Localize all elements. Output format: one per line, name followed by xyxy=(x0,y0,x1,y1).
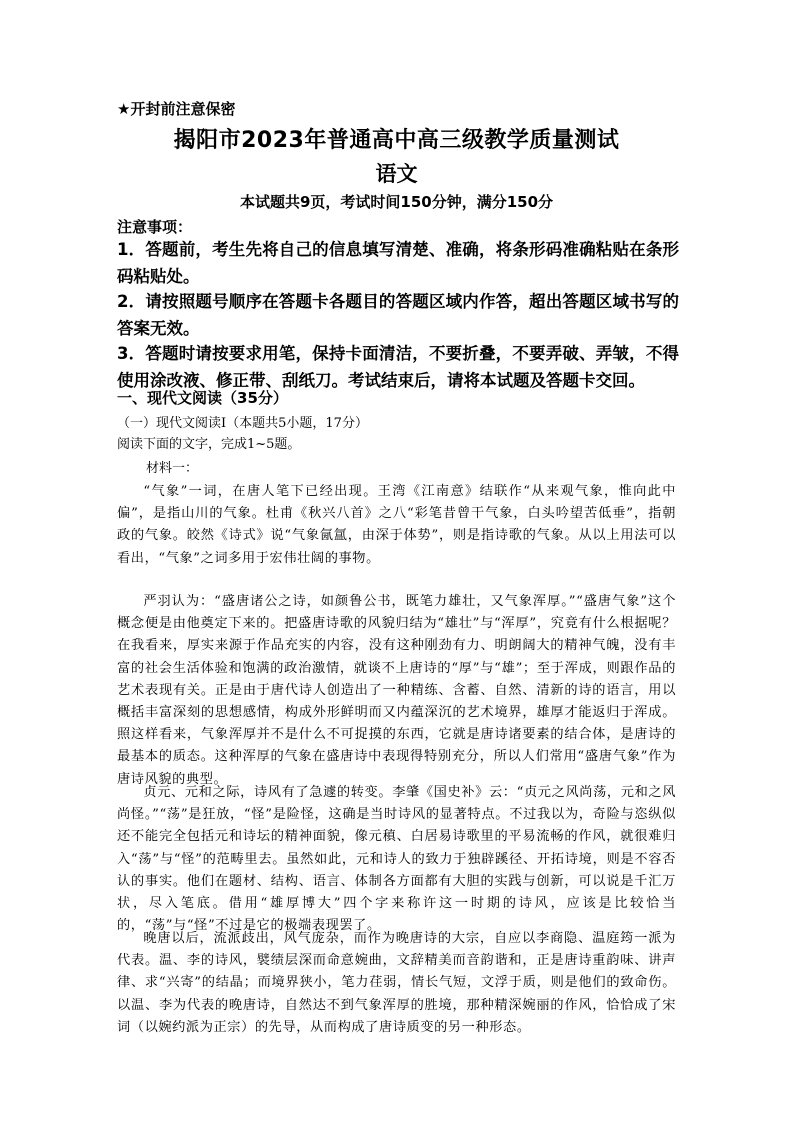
material-paragraph: 贞元、元和之际，诗风有了急遽的转变。李肇《国史补》云：“贞元之风尚荡，元和之风尚怪。”“荡”是狂放，“怪”是险怪，这确是当时诗风的显著特点。不过我以为，奇险与恣纵似还不能完全包括元和诗坛的精神面貌，像元稹、白居易诗歌里的平易流畅的作风，就很难归入“荡”与“怪”的范畴里去。虽然如此，元和诗人的致力于独辟蹊径、开拓诗境，则是不容否认的事实。他们在题材、结构、语言、体制各方面都有大胆的实践与创新，可以说是千汇万状，尽入笔底。借用“雄厚博大”四个字来称许这一时期的诗风，应该是比较恰当的，“荡”与“怪”不过是它的极端表现罢了。 xyxy=(117,785,676,934)
section-heading: 一、现代文阅读（35分） xyxy=(117,389,288,407)
notice-item: 1．答题前，考生先将自己的信息填写清楚、准确，将条形码准确粘贴在条形码粘贴处。 xyxy=(117,240,679,286)
confidential-notice: ★开封前注意保密 xyxy=(117,100,236,118)
subject-title: 语文 xyxy=(375,162,418,186)
notice-item: 3．答题时请按要求用笔，保持卡面清洁，不要折叠，不要弄破、弄皱，不得使用涂改液、修正带、刮纸刀。考试结束后，请将本试题及答题卡交回。 xyxy=(117,344,679,390)
material-paragraph: “气象”一词，在唐人笔下已经出现。王湾《江南意》结联作“从来观气象，惟向此中偏”，是指山川的气象。杜甫《秋兴八首》之八“彩笔昔曾干气象，白头吟望苦低垂”，指朝政的气象。皎然《诗式》说“气象氤氲，由深于体势”，则是指诗歌的气象。从以上用法可以看出，“气象”之词多用于宏伟壮阔的事物。 xyxy=(117,484,676,566)
exam-info: 本试题共9页，考试时间150分钟，满分150分 xyxy=(239,193,554,211)
notice-heading: 注意事项： xyxy=(117,218,193,236)
exam-title: 揭阳市2023年普通高中高三级教学质量测试 xyxy=(173,128,620,153)
subsection-heading: （一）现代文阅读Ⅰ（本题共5小题，17分） xyxy=(117,416,368,431)
reading-instruction: 阅读下面的文字，完成1~5题。 xyxy=(117,437,301,452)
material-label: 材料一： xyxy=(146,461,199,476)
notice-item: 2．请按照题号顺序在答题卡各题目的答题区域内作答，超出答题区域书写的答案无效。 xyxy=(117,292,679,338)
material-paragraph: 晚唐以后，流派歧出，风气庞杂，而作为晚唐诗的大宗，自应以李商隐、温庭筠一派为代表。温、李的诗风，襞绩层深而命意婉曲，文辞精美而音韵谐和，正是唐诗重韵味、讲声律、求“兴寄”的结晶；而境界狭小，笔力荏弱，情长气短，文浮于质，则是他们的致命伤。以温、李为代表的晚唐诗，自然达不到气象浑厚的胜境，那种精深婉丽的作风，恰恰成了宋词（以婉约派为正宗）的先导，从而构成了唐诗质变的另一种形态。 xyxy=(117,931,676,1035)
material-paragraph: 严羽认为：“盛唐诸公之诗，如颜鲁公书，既笔力雄壮，又气象浑厚。”“盛唐气象”这个概念便是由他奠定下来的。把盛唐诗歌的风貌归结为“雄壮”与“浑厚”，究竟有什么根据呢？在我看来，厚实来源于作品充实的内容，没有这种刚劲有力、明朗阔大的精神气魄，没有丰富的社会生活体验和饱满的政治激情，就谈不上唐诗的“厚”与“雄”；至于浑成，则跟作品的艺术表现有关。正是由于唐代诗人创造出了一种精练、含蓄、自然、清新的诗的语言，用以概括丰富深刻的思想感情，构成外形鲜明而又内蕴深沉的艺术境界，雄厚才能返归于浑成。照这样看来，气象浑厚并不是什么不可捉摸的东西，它就是唐诗诸要素的结合体，是唐诗的最基本的质态。这种浑厚的气象在盛唐诗中表现得特别充分，所以人们常用“盛唐气象”作为唐诗风貌的典型。 xyxy=(117,594,676,787)
